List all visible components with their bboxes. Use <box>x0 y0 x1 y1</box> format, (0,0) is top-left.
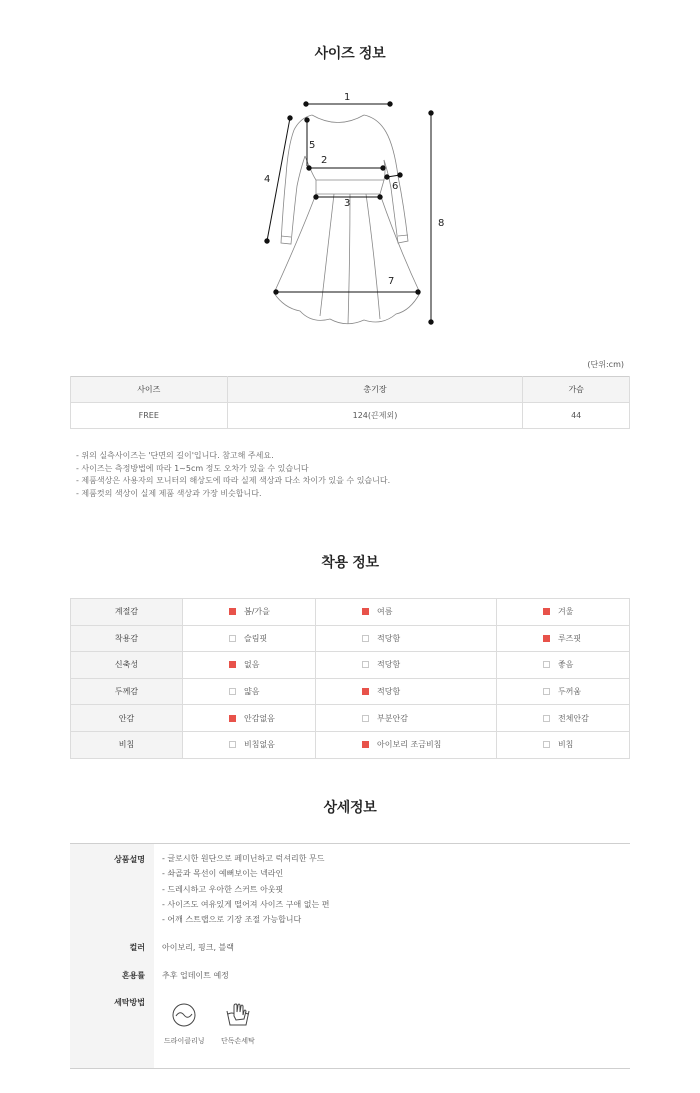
fit-row <box>71 678 630 705</box>
material-value: 추후 업데이트 예정 <box>162 971 229 980</box>
note-item: - 사이즈는 측정방법에 따라 1~5cm 정도 오차가 있을 수 있습니다 <box>76 463 309 473</box>
checked-box-icon <box>543 608 550 615</box>
fit-option <box>316 599 497 626</box>
wash-item-label: 드라이클리닝 <box>164 1037 205 1045</box>
description-item: - 글로시한 원단으로 페미닌하고 럭셔리한 무드 <box>162 854 325 863</box>
description-item: - 어깨 스트랩으로 기장 조절 가능합니다 <box>162 915 302 925</box>
dry-clean-icon <box>171 1002 197 1028</box>
measure-label-4: 4 <box>264 174 271 185</box>
color-value: 아이보리, 핑크, 블랙 <box>162 943 234 952</box>
fit-option-label: 없음 <box>244 660 260 670</box>
fit-section-title: 착용 정보 <box>321 555 379 571</box>
fit-option <box>496 625 629 652</box>
neckline-line <box>312 115 364 123</box>
size-table-row <box>71 403 630 429</box>
fit-option <box>496 731 629 758</box>
detail-section-title: 상세정보 <box>323 800 377 816</box>
measure-label-3: 3 <box>344 198 351 209</box>
measure-point <box>398 173 402 177</box>
fit-option <box>183 652 316 679</box>
measure-label-7: 7 <box>388 276 395 287</box>
measure-point <box>288 116 292 120</box>
fit-option <box>183 731 316 758</box>
fit-option <box>316 705 497 732</box>
detail-label-column <box>70 844 154 1068</box>
fit-option-label: 두꺼움 <box>557 687 582 697</box>
size-table-header <box>71 377 630 403</box>
color-label: 컬러 <box>129 943 145 952</box>
fit-option-label: 적당함 <box>377 660 401 670</box>
fit-option <box>183 678 316 705</box>
fit-option <box>316 678 497 705</box>
note-item: - 위의 실측사이즈는 '단면의 길이'입니다. 참고해 주세요. <box>76 451 274 460</box>
description-list <box>162 851 330 927</box>
waistband-line <box>316 180 384 194</box>
checked-box-icon <box>362 688 369 695</box>
fit-row <box>71 705 630 732</box>
fit-option <box>496 678 629 705</box>
wash-item-label: 단독손세탁 <box>221 1037 255 1045</box>
unchecked-box-icon <box>362 635 369 642</box>
fit-option-label: 겨울 <box>557 607 574 617</box>
note-item: - 제품컷의 색상이 실제 제품 색상과 가장 비슷합니다. <box>76 488 262 498</box>
measure-label-2: 2 <box>321 155 328 166</box>
fit-option <box>183 625 316 652</box>
fit-row <box>71 652 630 679</box>
checked-box-icon <box>229 608 236 615</box>
unchecked-box-icon <box>229 688 236 695</box>
fit-option-label: 슬림핏 <box>244 633 268 643</box>
measure-point <box>429 111 433 115</box>
fit-option-label: 적당함 <box>377 633 401 643</box>
unchecked-box-icon <box>543 741 550 748</box>
description-label: 상품설명 <box>114 855 145 864</box>
unit-label: (단위:cm) <box>587 360 624 369</box>
skirt-outline <box>274 194 420 324</box>
wash-label: 세탁방법 <box>114 998 145 1007</box>
measure-point <box>378 195 382 199</box>
dress-sketch <box>250 86 470 336</box>
unchecked-box-icon <box>362 715 369 722</box>
fit-option-label: 아이보리 조금비침 <box>377 740 442 750</box>
measure-label-5: 5 <box>309 140 316 151</box>
fit-option-label: 전체안감 <box>557 713 589 723</box>
size-header-cell: 총기장 <box>227 377 523 403</box>
fit-option <box>316 625 497 652</box>
measure-point <box>305 118 309 122</box>
size-cell: 44 <box>523 403 630 429</box>
hand-wash-icon <box>224 1002 252 1028</box>
unchecked-box-icon <box>543 715 550 722</box>
fit-option-label: 부분안감 <box>377 713 408 723</box>
fit-row-label: 계절감 <box>71 599 183 626</box>
fit-option <box>496 652 629 679</box>
measure-point <box>381 166 385 170</box>
wash-item-dry-clean <box>164 1002 205 1046</box>
size-table <box>70 376 630 429</box>
measure-point <box>429 320 433 324</box>
measure-point <box>265 239 269 243</box>
description-item: - 솨골과 목선이 예뻐보이는 넥라인 <box>162 869 284 879</box>
fit-option <box>316 731 497 758</box>
fit-option-label: 비침없음 <box>244 740 275 750</box>
measure-label-6: 6 <box>392 181 399 192</box>
checked-box-icon <box>362 608 369 615</box>
fit-row-label: 두께감 <box>71 678 183 705</box>
unchecked-box-icon <box>362 661 369 668</box>
fit-option-label: 여름 <box>377 607 393 617</box>
fit-option-label: 적당함 <box>377 687 401 697</box>
fit-option <box>316 652 497 679</box>
detail-info-table <box>70 843 630 1069</box>
fit-option <box>183 705 316 732</box>
fit-row-label: 안감 <box>71 705 183 732</box>
measure-point <box>416 290 420 294</box>
fit-option <box>496 705 629 732</box>
checked-box-icon <box>362 741 369 748</box>
size-header-cell: 사이즈 <box>71 377 228 403</box>
fit-option-label: 봄/가을 <box>244 607 270 617</box>
size-cell: FREE <box>71 403 228 429</box>
description-item: - 사이즈도 여유있게 떨어져 사이즈 구애 없는 편 <box>162 899 330 909</box>
size-header-cell: 가슴 <box>523 377 630 403</box>
note-item: - 제품색상은 사용자의 모니터의 해상도에 따라 실제 색상과 다소 차이가 있을 수 있습니다. <box>76 476 391 485</box>
fit-option <box>183 599 316 626</box>
unchecked-box-icon <box>229 635 236 642</box>
unchecked-box-icon <box>543 661 550 668</box>
fit-info-table <box>70 598 630 759</box>
unchecked-box-icon <box>543 688 550 695</box>
unchecked-box-icon <box>229 741 236 748</box>
description-item: - 드레시하고 우아한 스커트 아웃핏 <box>162 884 284 894</box>
fit-row <box>71 599 630 626</box>
wash-item-hand-wash <box>221 1002 255 1046</box>
material-label: 혼용률 <box>121 971 145 980</box>
fit-row <box>71 625 630 652</box>
measure-point <box>388 102 392 106</box>
fit-row-label: 착용감 <box>71 625 183 652</box>
fit-row-label: 신축성 <box>71 652 183 679</box>
fit-option-label: 좋음 <box>557 660 574 670</box>
fit-option-label: 얇음 <box>244 687 260 697</box>
fit-option-label: 안감없음 <box>244 713 275 723</box>
measure-point <box>314 195 318 199</box>
checked-box-icon <box>229 715 236 722</box>
measure-point <box>274 290 278 294</box>
fit-option-label: 루즈핏 <box>557 633 582 643</box>
dress-measurement-diagram <box>250 86 470 336</box>
fit-option <box>496 599 629 626</box>
measure-label-8: 8 <box>438 218 445 229</box>
measure-point <box>304 102 308 106</box>
measure-label-1: 1 <box>344 92 351 103</box>
size-cell: 124(끈제외) <box>227 403 523 429</box>
checked-box-icon <box>543 635 550 642</box>
measure-point <box>385 175 389 179</box>
checked-box-icon <box>229 661 236 668</box>
fit-row-label: 비침 <box>71 731 183 758</box>
fit-option-label: 비침 <box>557 740 574 750</box>
skirt-folds <box>320 194 380 324</box>
size-section-title: 사이즈 정보 <box>314 46 386 62</box>
size-notes <box>76 450 390 500</box>
sleeve-cuffs <box>281 235 408 237</box>
measure-point <box>307 166 311 170</box>
fit-row <box>71 731 630 758</box>
